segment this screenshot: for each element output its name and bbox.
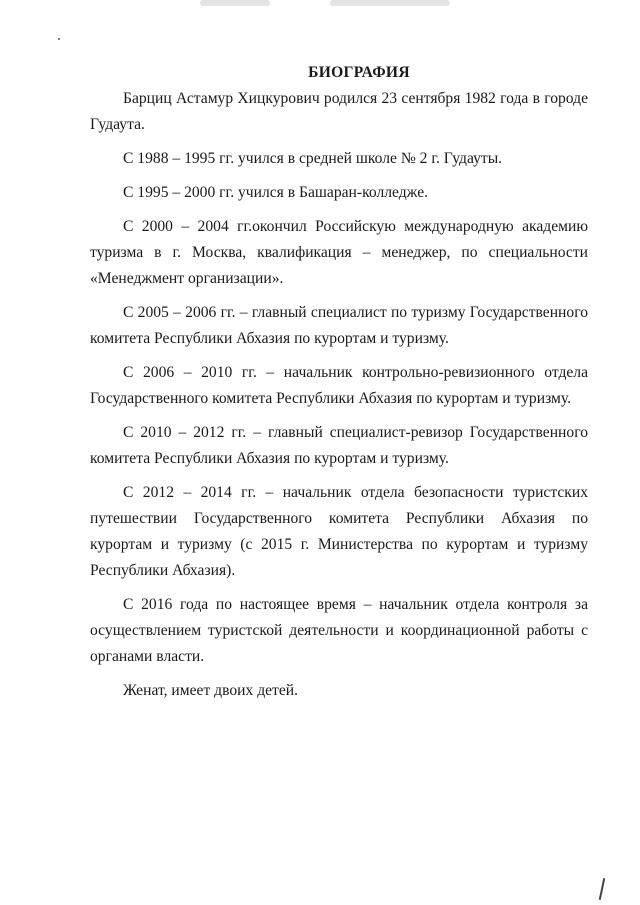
paragraph-birth: Барциц Астамур Хицкурович родился 23 сентября 1982 года в городе Гудаута. bbox=[90, 90, 588, 133]
document-title: БИОГРАФИЯ bbox=[308, 64, 410, 81]
paragraph-family: Женат, имеет двоих детей. bbox=[123, 682, 299, 699]
paragraph-career-2005: С 2005 – 2006 гг. – главный специалист по туризму Государственного комитета Республики Абхазия по курортам и туризму. bbox=[90, 304, 588, 347]
scan-smudge bbox=[200, 0, 270, 6]
scan-smudge bbox=[330, 0, 450, 6]
paragraph-career-2006: С 2006 – 2010 гг. – начальник контрольно-ревизионного отдела Государственного комитета Республики Абхазия по курортам и туризму. bbox=[90, 364, 588, 407]
paragraph-school: С 1988 – 1995 гг. учился в средней школе № 2 г. Гудауты. bbox=[123, 150, 503, 167]
paragraph-career-2012: С 2012 – 2014 гг. – начальник отдела безопасности туристских путешествии Государственного комитета Республики Абхазия по курортам и туризму (с 2015 г. Министерства по курортам и туризму Республики Абхазия). bbox=[90, 484, 588, 579]
pen-stroke-mark bbox=[599, 878, 606, 900]
paragraph-career-2010: С 2010 – 2012 гг. – главный специалист-ревизор Государственного комитета Республики Абхазия по курортам и туризму. bbox=[90, 424, 588, 467]
scan-speck bbox=[58, 38, 60, 40]
paragraph-academy: С 2000 – 2004 гг.окончил Российскую международную академию туризма в г. Москва, квалификация – менеджер, по специальности «Менеджмент организации». bbox=[90, 218, 588, 287]
paragraph-college: С 1995 – 2000 гг. учился в Башаран-колледже. bbox=[123, 184, 429, 201]
paragraph-career-2016: С 2016 года по настоящее время – начальник отдела контроля за осуществлением туристской деятельности и координационной работы с органами власти. bbox=[90, 596, 588, 665]
document-body bbox=[90, 60, 588, 712]
